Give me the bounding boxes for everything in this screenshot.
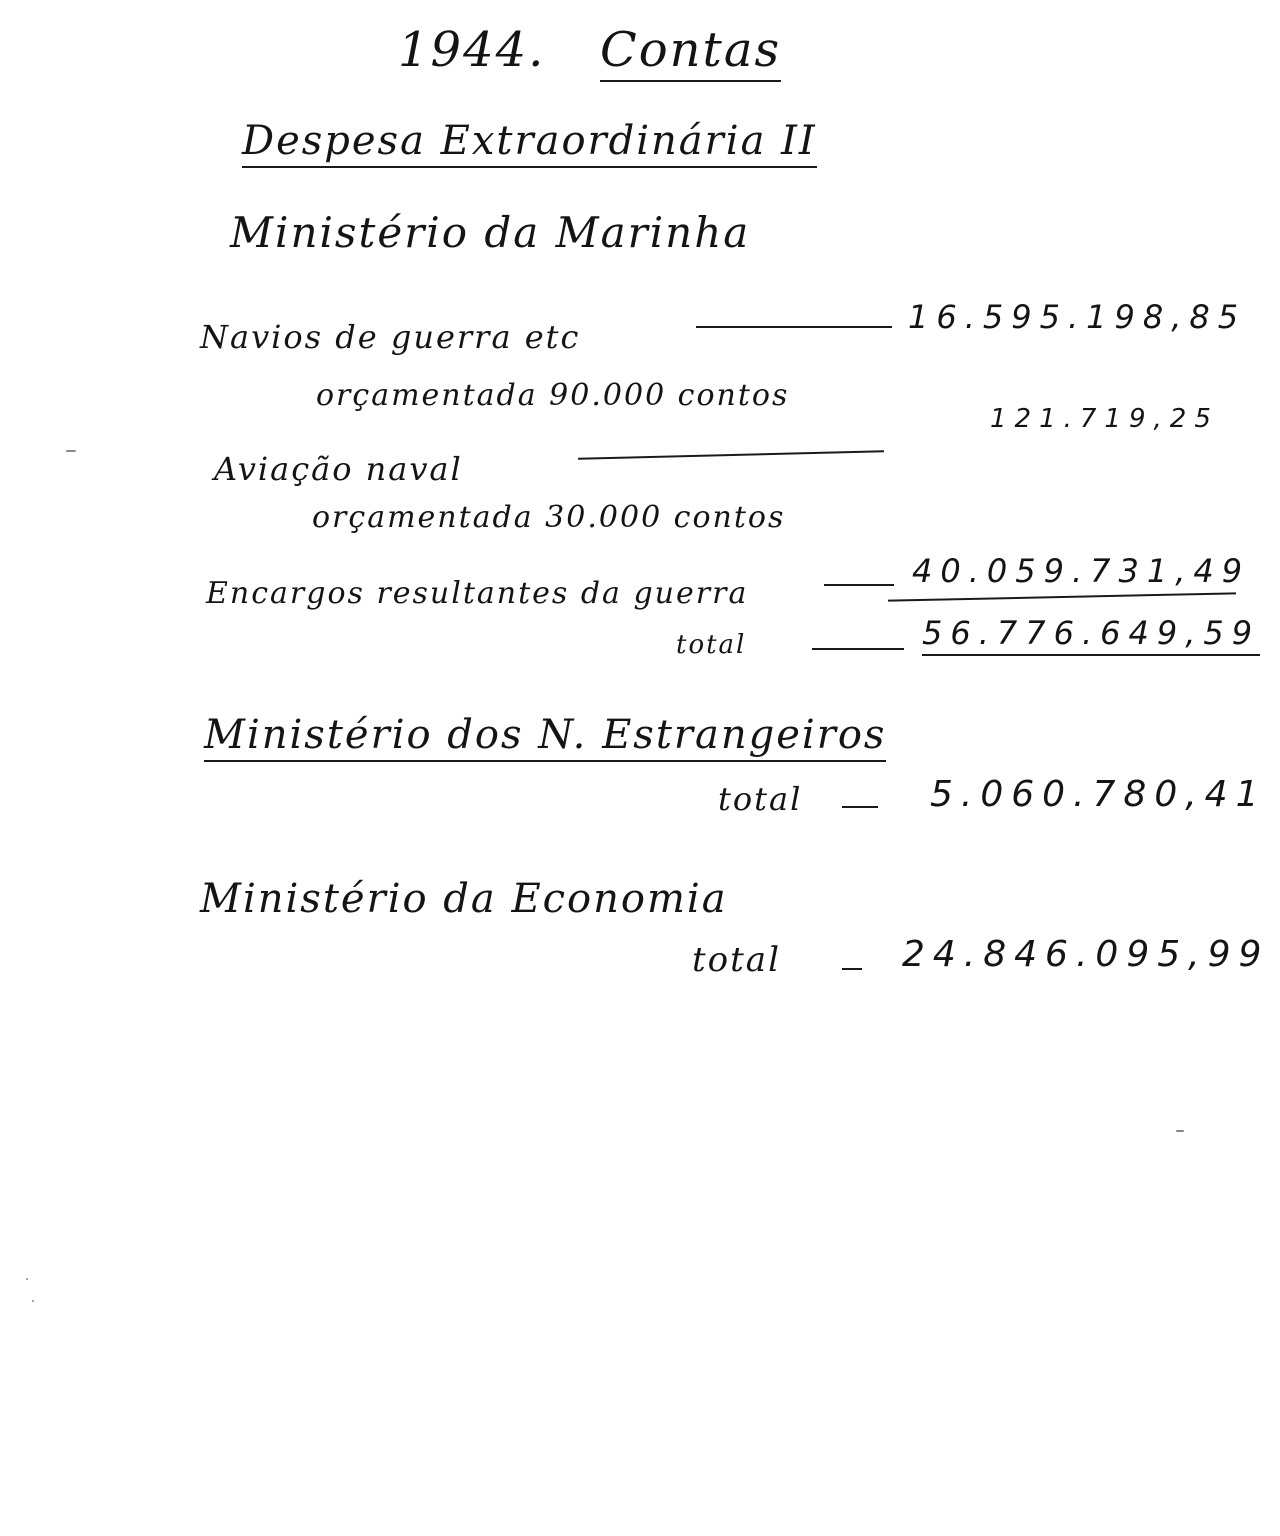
- estrangeiros-heading: Ministério dos N. Estrangeiros: [204, 712, 886, 762]
- marinha-line1-amount: 16.595.198,85: [908, 298, 1247, 336]
- marinha-line2-label: Aviação naval: [214, 450, 463, 488]
- estrangeiros-total-label: total: [718, 780, 803, 818]
- marinha-heading: Ministério da Marinha: [230, 208, 751, 257]
- page-year: 1944.: [398, 22, 546, 78]
- marinha-line2-amount: 121.719,25: [990, 404, 1219, 434]
- marinha-sum-rule: [888, 592, 1236, 601]
- scan-speck: [1176, 1130, 1184, 1132]
- estrangeiros-total-amount: 5.060.780,41: [930, 774, 1267, 815]
- marinha-line3-amount: 40.059.731,49: [912, 552, 1251, 590]
- marinha-total-amount: 56.776.649,59: [922, 614, 1260, 656]
- section-title: Despesa Extraordinária II: [242, 118, 817, 168]
- marinha-line1-note: orçamentada 90.000 contos: [316, 378, 790, 413]
- economia-total-leader: [842, 968, 862, 970]
- marinha-line3-label: Encargos resultantes da guerra: [206, 576, 749, 611]
- scan-speck: [26, 1278, 28, 1280]
- page-title: Contas: [600, 22, 781, 82]
- marinha-line1-leader: [696, 326, 892, 328]
- economia-heading: Ministério da Economia: [200, 876, 728, 922]
- estrangeiros-total-leader: [842, 806, 878, 808]
- marinha-line2-note: orçamentada 30.000 contos: [312, 500, 786, 535]
- marinha-total-label: total: [676, 630, 747, 660]
- marinha-line3-leader: [824, 584, 894, 586]
- economia-total-label: total: [692, 940, 781, 980]
- scan-speck: [32, 1300, 34, 1302]
- marinha-total-leader: [812, 648, 904, 650]
- marinha-line1-label: Navios de guerra etc: [200, 318, 581, 356]
- marinha-line2-leader: [578, 450, 884, 459]
- scan-speck: [66, 450, 76, 452]
- economia-total-amount: 24.846.095,99: [902, 934, 1270, 975]
